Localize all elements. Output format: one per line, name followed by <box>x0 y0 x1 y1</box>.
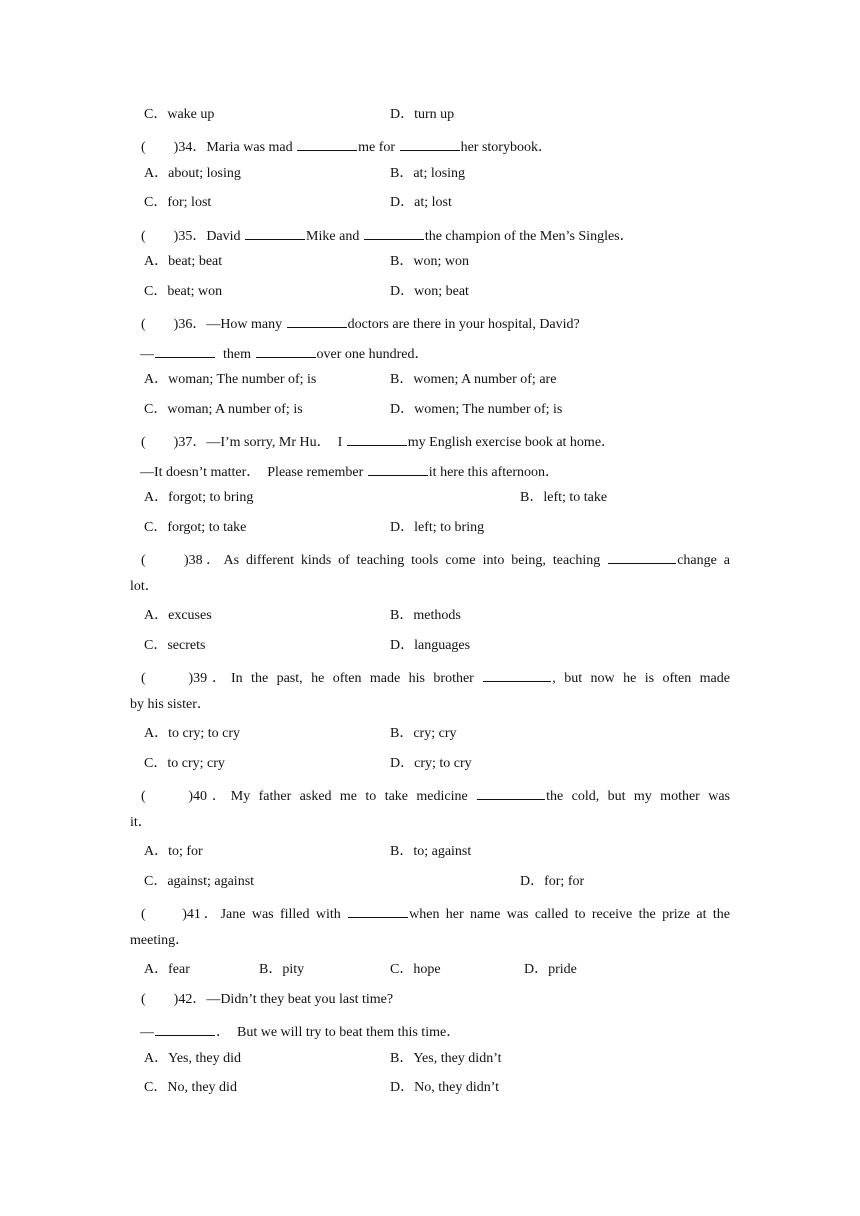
q37-option-c: C．forgot; to take <box>144 520 247 535</box>
q39-option-c: C．to cry; cry <box>144 756 225 771</box>
q41-text-1: ( )41．Jane was filled with <box>141 907 348 922</box>
question-42: ( )42．—Didn’t they beat you last time? <box>141 992 394 1007</box>
q36-option-a: A．woman; The number of; is <box>144 372 317 387</box>
q42-option-a: A．Yes, they did <box>144 1051 241 1066</box>
q39-option-d: D．cry; to cry <box>390 756 472 771</box>
q34-option-d: D．at; lost <box>390 195 452 210</box>
question-35 <box>141 226 634 244</box>
answer-blank <box>256 344 316 358</box>
answer-blank <box>348 904 408 918</box>
q34-option-c: C．for; lost <box>144 195 212 210</box>
q34-option-b: B．at; losing <box>390 166 466 181</box>
answer-blank <box>608 550 676 564</box>
q35-option-c: C．beat; won <box>144 284 223 299</box>
q36-option-c: C．woman; A number of; is <box>144 402 303 417</box>
q38-text-2: change a <box>677 553 730 568</box>
q36-text-2: doctors are there in your hospital, David? <box>347 317 580 332</box>
q35-option-b: B．won; won <box>390 254 469 269</box>
answer-blank <box>287 314 347 328</box>
q35-option-d: D．won; beat <box>390 284 469 299</box>
q36-text-3: them <box>216 347 255 362</box>
q36-option-d: D．women; The number of; is <box>390 402 563 417</box>
q36-text-4: over one hundred． <box>316 347 429 362</box>
q39-line-2: by his sister． <box>130 697 211 712</box>
q37-text-1: ( )37．—I’m sorry, Mr Hu． I <box>141 435 346 450</box>
q35-text-2: Mike and <box>306 229 363 244</box>
answer-blank <box>155 344 215 358</box>
question-37 <box>141 432 615 450</box>
q39-option-b: B．cry; cry <box>390 726 457 741</box>
q42-line-2 <box>140 1022 460 1040</box>
q40-text-2: the cold, but my mother was <box>546 789 730 804</box>
q39-text-1: ( )39．In the past, he often made his brother <box>141 671 483 686</box>
q40-line-2: it． <box>130 815 152 830</box>
q37-text-4: it here this afternoon． <box>428 465 560 480</box>
question-36 <box>141 314 580 332</box>
q39-option-a: A．to cry; to cry <box>144 726 241 741</box>
q34-text-1: ( )34．Maria was mad <box>141 140 297 155</box>
q34-option-a: A．about; losing <box>144 166 241 181</box>
q38-option-b: B．methods <box>390 608 461 623</box>
answer-blank <box>155 1022 215 1036</box>
q41-option-a: A．fear <box>144 962 190 977</box>
q35-text-1: ( )35．David <box>141 229 245 244</box>
q36-text-1: ( )36．—How many <box>141 317 286 332</box>
q41-line-2: meeting． <box>130 933 190 948</box>
q40-option-d: D．for; for <box>520 874 585 889</box>
q38-option-c: C．secrets <box>144 638 206 653</box>
q38-option-a: A．excuses <box>144 608 212 623</box>
q34-text-2: me for <box>358 140 399 155</box>
answer-blank <box>245 226 305 240</box>
answer-blank <box>477 786 545 800</box>
q37-text-2: my English exercise book at home． <box>407 435 616 450</box>
q42-option-b: B．Yes, they didn’t <box>390 1051 502 1066</box>
q38-text-1: ( )38．As different kinds of teaching tools come into being, teaching <box>141 553 608 568</box>
q38-line-2: lot． <box>130 579 159 594</box>
q41-text-2: when her name was called to receive the prize at the <box>409 907 730 922</box>
q41-option-b: B．pity <box>259 962 305 977</box>
q38-option-d: D．languages <box>390 638 471 653</box>
q36-option-b: B．women; A number of; are <box>390 372 557 387</box>
q37-option-d: D．left; to bring <box>390 520 485 535</box>
question-40 <box>141 786 730 804</box>
q37-text-3: —It doesn’t matter． Please remember <box>140 465 367 480</box>
q37-option-a: A．forgot; to bring <box>144 490 254 505</box>
q42-dash: — <box>140 1025 154 1040</box>
answer-blank <box>347 432 407 446</box>
q33-option-c: C．wake up <box>144 107 215 122</box>
q40-option-b: B．to; against <box>390 844 472 859</box>
answer-blank <box>368 462 428 476</box>
q41-option-d: D．pride <box>524 962 577 977</box>
answer-blank <box>364 226 424 240</box>
question-34 <box>141 137 552 155</box>
q42-text-2: ． But we will try to beat them this time． <box>216 1025 461 1040</box>
q42-option-c: C．No, they did <box>144 1080 237 1095</box>
q40-text-1: ( )40．My father asked me to take medicine <box>141 789 477 804</box>
q36-dash: — <box>140 347 154 362</box>
q39-text-2: , but now he is often made <box>552 671 730 686</box>
q42-option-d: D．No, they didn’t <box>390 1080 500 1095</box>
q35-text-3: the champion of the Men’s Singles． <box>424 229 634 244</box>
q37-option-b: B．left; to take <box>520 490 608 505</box>
q33-option-d: D．turn up <box>390 107 455 122</box>
answer-blank <box>400 137 460 151</box>
q34-text-3: her storybook． <box>460 140 552 155</box>
q40-option-c: C．against; against <box>144 874 255 889</box>
question-39 <box>141 668 730 686</box>
answer-blank <box>297 137 357 151</box>
question-38 <box>141 550 730 568</box>
answer-blank <box>483 668 551 682</box>
question-41 <box>141 904 730 922</box>
q35-option-a: A．beat; beat <box>144 254 223 269</box>
q41-option-c: C．hope <box>390 962 441 977</box>
q40-option-a: A．to; for <box>144 844 203 859</box>
q37-line-2 <box>140 462 559 480</box>
q36-line-2 <box>140 344 428 362</box>
